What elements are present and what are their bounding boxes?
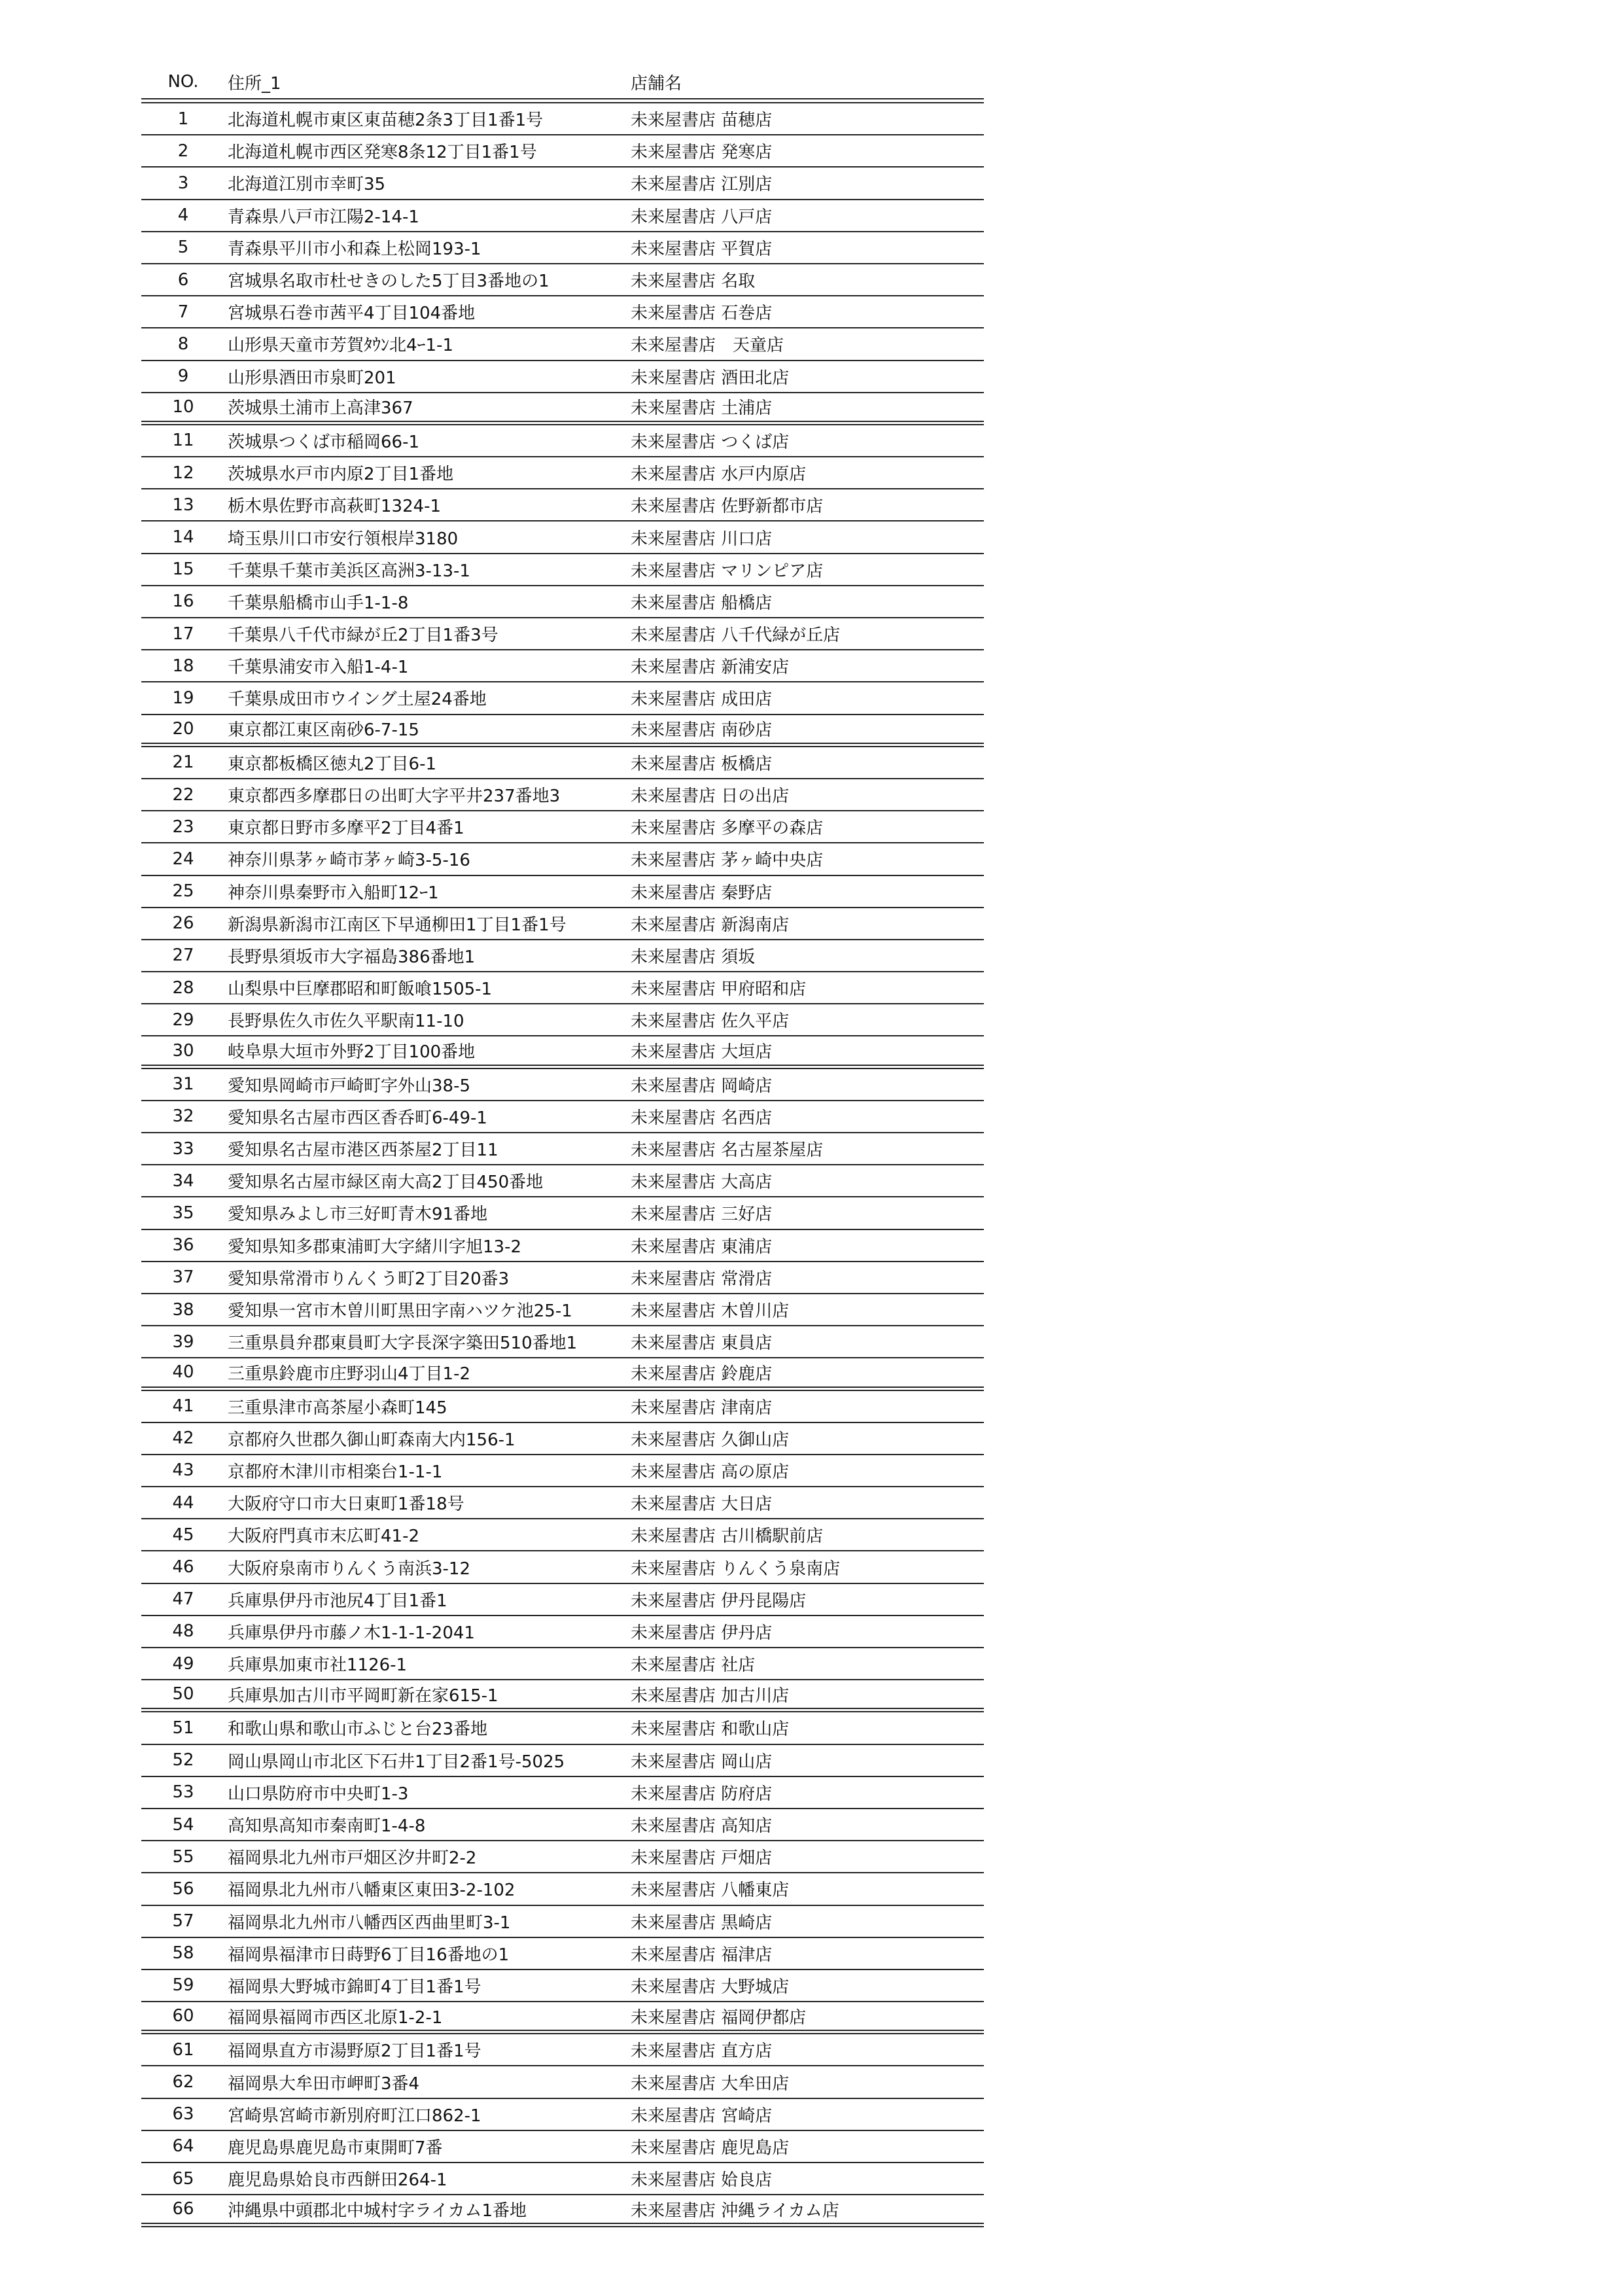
row-number: 4 — [177, 205, 189, 226]
row-store-name: 未来屋書店 佐久平店 — [631, 1012, 790, 1032]
row-address: 鹿児島県鹿児島市東開町7番 — [228, 2138, 443, 2158]
table-row — [141, 1069, 984, 1101]
table-row — [141, 1262, 984, 1294]
row-store-name: 未来屋書店 戸畑店 — [631, 1848, 773, 1869]
row-store-name: 未来屋書店 秦野店 — [631, 883, 773, 903]
row-store-name: 未来屋書店 宮崎店 — [631, 2106, 773, 2126]
row-number: 42 — [172, 1428, 194, 1449]
row-address: 神奈川県秦野市入船町12ｰ1 — [228, 883, 439, 903]
row-number: 26 — [172, 913, 194, 934]
row-number: 1 — [177, 109, 189, 129]
row-address: 高知県高知市秦南町1-4-8 — [228, 1816, 426, 1837]
row-store-name: 未来屋書店 佐野新都市店 — [631, 497, 824, 517]
row-number: 34 — [172, 1171, 194, 1191]
row-number: 7 — [177, 302, 189, 322]
row-address: 京都府木津川市相楽台1-1-1 — [228, 1462, 443, 1482]
table-row — [141, 457, 984, 489]
row-address: 東京都日野市多摩平2丁目4番1 — [228, 819, 464, 839]
table-row — [141, 2002, 984, 2034]
row-store-name: 未来屋書店 マリンピア店 — [631, 561, 824, 581]
row-address: 大阪府守口市大日東町1番18号 — [228, 1494, 464, 1515]
row-address: 和歌山県和歌山市ふじと台23番地 — [228, 1720, 488, 1740]
row-address: 三重県鈴鹿市庄野羽山4丁目1-2 — [228, 1364, 471, 1384]
row-number: 43 — [172, 1460, 194, 1481]
row-number: 54 — [172, 1814, 194, 1835]
row-number: 44 — [172, 1492, 194, 1513]
row-address: 愛知県知多郡東浦町大字緒川字旭13-2 — [228, 1237, 522, 1257]
row-address: 福岡県北九州市八幡西区西曲里町3-1 — [228, 1913, 511, 1933]
row-store-name: 未来屋書店 成田店 — [631, 690, 773, 710]
row-number: 25 — [172, 881, 194, 902]
row-number: 66 — [172, 2199, 194, 2219]
table-row — [141, 135, 984, 168]
row-address: 神奈川県茅ヶ崎市茅ヶ崎3-5-16 — [228, 851, 470, 871]
row-address: 茨城県つくば市稲岡66-1 — [228, 432, 420, 452]
table-row — [141, 1712, 984, 1744]
row-store-name: 未来屋書店 津南店 — [631, 1398, 773, 1418]
row-address: 山口県防府市中央町1-3 — [228, 1784, 409, 1804]
row-address: 青森県八戸市江陽2-14-1 — [228, 207, 419, 227]
row-address: 青森県平川市小和森上松岡193-1 — [228, 239, 481, 259]
row-number: 32 — [172, 1106, 194, 1127]
table-row — [141, 2195, 984, 2227]
row-store-name: 未来屋書店 常滑店 — [631, 1269, 773, 1289]
table-row — [141, 1745, 984, 1777]
row-store-name: 未来屋書店 直方店 — [631, 2041, 773, 2062]
table-row — [141, 1616, 984, 1648]
row-number: 49 — [172, 1653, 194, 1674]
table-row — [141, 586, 984, 618]
row-number: 17 — [172, 624, 194, 644]
row-store-name: 未来屋書店 古川橋駅前店 — [631, 1527, 824, 1547]
table-row — [141, 843, 984, 875]
row-store-name: 未来屋書店 大牟田店 — [631, 2074, 790, 2094]
row-number: 22 — [172, 785, 194, 805]
row-address: 福岡県直方市湯野原2丁目1番1号 — [228, 2041, 481, 2062]
row-number: 65 — [172, 2168, 194, 2189]
row-store-name: 未来屋書店 東員店 — [631, 1333, 773, 1354]
row-address: 新潟県新潟市江南区下早通柳田1丁目1番1号 — [228, 915, 567, 935]
table-row — [141, 200, 984, 232]
row-store-name: 未来屋書店 平賀店 — [631, 239, 773, 259]
row-address: 山形県天童市芳賀ﾀｳﾝ北4ｰ1-1 — [228, 336, 454, 356]
table-row — [141, 618, 984, 650]
row-address: 長野県佐久市佐久平駅南11-10 — [228, 1012, 464, 1032]
row-number: 19 — [172, 688, 194, 708]
row-address: 山梨県中巨摩郡昭和町飯喰1505-1 — [228, 980, 493, 1000]
row-address: 京都府久世郡久御山町森南大内156-1 — [228, 1430, 515, 1450]
row-number: 48 — [172, 1621, 194, 1642]
row-store-name: 未来屋書店 板橋店 — [631, 754, 773, 774]
row-number: 15 — [172, 559, 194, 580]
row-number: 12 — [172, 463, 194, 483]
row-address: 岐阜県大垣市外野2丁目100番地 — [228, 1042, 476, 1063]
row-number: 23 — [172, 817, 194, 837]
row-address: 大阪府門真市末広町41-2 — [228, 1527, 420, 1547]
row-address: 愛知県名古屋市港区西茶屋2丁目11 — [228, 1140, 498, 1161]
row-number: 46 — [172, 1557, 194, 1578]
row-store-name: 未来屋書店 福津店 — [631, 1945, 773, 1965]
row-number: 33 — [172, 1139, 194, 1159]
row-store-name: 未来屋書店 大野城店 — [631, 1977, 790, 1997]
table-row — [141, 1777, 984, 1809]
header-store: 店舗名 — [631, 73, 682, 94]
row-address: 三重県津市高茶屋小森町145 — [228, 1398, 447, 1418]
row-address: 福岡県大牟田市岬町3番4 — [228, 2074, 420, 2094]
table-row — [141, 811, 984, 843]
row-address: 兵庫県加東市社1126-1 — [228, 1655, 408, 1676]
row-store-name: 未来屋書店 大垣店 — [631, 1042, 773, 1063]
row-number: 60 — [172, 2006, 194, 2026]
table-row — [141, 425, 984, 457]
row-store-name: 未来屋書店 八千代緑が丘店 — [631, 626, 841, 646]
row-address: 千葉県船橋市山手1-1-8 — [228, 593, 409, 613]
row-store-name: 未来屋書店 りんくう泉南店 — [631, 1559, 841, 1579]
row-store-name: 未来屋書店 南砂店 — [631, 720, 773, 741]
table-row — [141, 232, 984, 264]
row-store-name: 未来屋書店 つくば店 — [631, 432, 790, 452]
row-number: 18 — [172, 656, 194, 676]
table-row — [141, 1970, 984, 2002]
row-store-name: 未来屋書店 社店 — [631, 1655, 756, 1676]
table-row — [141, 1230, 984, 1262]
row-address: 福岡県北九州市八幡東区東田3-2-102 — [228, 1881, 515, 1901]
row-number: 27 — [172, 945, 194, 966]
row-store-name: 未来屋書店 福岡伊都店 — [631, 2007, 807, 2028]
row-address: 栃木県佐野市高萩町1324-1 — [228, 497, 442, 517]
row-number: 28 — [172, 978, 194, 998]
row-address: 宮崎県宮崎市新別府町江口862-1 — [228, 2106, 481, 2126]
row-address: 愛知県名古屋市緑区南大高2丁目450番地 — [228, 1173, 544, 1193]
row-store-name: 未来屋書店 発寒店 — [631, 143, 773, 163]
row-store-name: 未来屋書店 東浦店 — [631, 1237, 773, 1257]
table-row — [141, 521, 984, 554]
row-store-name: 未来屋書店 名西店 — [631, 1108, 773, 1128]
table-body — [141, 103, 984, 2227]
header-no: NO. — [167, 72, 199, 92]
row-address: 宮城県石巻市茜平4丁目104番地 — [228, 304, 476, 324]
row-number: 29 — [172, 1010, 194, 1030]
row-store-name: 未来屋書店 沖縄ライカム店 — [631, 2200, 839, 2221]
table-row — [141, 328, 984, 361]
table-row — [141, 908, 984, 940]
row-store-name: 未来屋書店 久御山店 — [631, 1430, 790, 1450]
table-row — [141, 1036, 984, 1069]
row-number: 31 — [172, 1074, 194, 1095]
row-number: 35 — [172, 1203, 194, 1223]
row-store-name: 未来屋書店 新浦安店 — [631, 658, 790, 678]
row-store-name: 未来屋書店 三好店 — [631, 1205, 773, 1225]
row-number: 40 — [172, 1362, 194, 1383]
row-number: 16 — [172, 592, 194, 612]
row-number: 37 — [172, 1267, 194, 1288]
row-number: 3 — [177, 173, 189, 193]
row-address: 兵庫県加古川市平岡町新在家615-1 — [228, 1686, 498, 1706]
row-address: 福岡県大野城市錦町4丁目1番1号 — [228, 1977, 481, 1997]
row-address: 東京都江東区南砂6-7-15 — [228, 720, 419, 741]
row-number: 13 — [172, 495, 194, 515]
row-number: 30 — [172, 1040, 194, 1061]
table-row — [141, 1294, 984, 1326]
table-row — [141, 1648, 984, 1680]
table-row — [141, 2066, 984, 2098]
row-number: 38 — [172, 1299, 194, 1320]
row-address: 埼玉県川口市安行領根岸3180 — [228, 529, 459, 549]
row-store-name: 未来屋書店 岡山店 — [631, 1752, 773, 1772]
row-store-name: 未来屋書店 名取 — [631, 272, 756, 292]
table-row — [141, 972, 984, 1004]
table-row — [141, 1841, 984, 1873]
row-number: 14 — [172, 527, 194, 548]
row-store-name: 未来屋書店 甲府昭和店 — [631, 980, 807, 1000]
row-number: 21 — [172, 752, 194, 773]
row-store-name: 未来屋書店 鈴鹿店 — [631, 1364, 773, 1384]
store-list-table — [141, 65, 984, 2227]
table-row — [141, 2099, 984, 2131]
row-address: 沖縄県中頭郡北中城村字ライカム1番地 — [228, 2200, 527, 2221]
table-header — [141, 65, 984, 98]
row-address: 北海道札幌市東区東苗穂2条3丁目1番1号 — [228, 111, 544, 131]
row-store-name: 未来屋書店 大日店 — [631, 1494, 773, 1515]
table-row — [141, 1358, 984, 1390]
row-number: 45 — [172, 1525, 194, 1545]
table-row — [141, 747, 984, 779]
table-row — [141, 1906, 984, 1938]
row-store-name: 未来屋書店 土浦店 — [631, 398, 773, 419]
table-row — [141, 650, 984, 682]
row-address: 千葉県八千代市緑が丘2丁目1番3号 — [228, 626, 498, 646]
row-store-name: 未来屋書店 大高店 — [631, 1173, 773, 1193]
table-row — [141, 2163, 984, 2195]
table-row — [141, 2034, 984, 2066]
table-row — [141, 1197, 984, 1229]
table-row — [141, 554, 984, 586]
row-store-name: 未来屋書店 江別店 — [631, 175, 773, 195]
row-number: 50 — [172, 1684, 194, 1704]
row-store-name: 未来屋書店 伊丹店 — [631, 1623, 773, 1643]
row-number: 62 — [172, 2072, 194, 2093]
row-store-name: 未来屋書店 酒田北店 — [631, 368, 790, 388]
table-row — [141, 1391, 984, 1423]
table-row — [141, 1873, 984, 1905]
row-number: 20 — [172, 718, 194, 739]
row-store-name: 未来屋書店 八戸店 — [631, 207, 773, 227]
row-address: 北海道札幌市西区発寒8条12丁目1番1号 — [228, 143, 537, 163]
row-address: 三重県員弁郡東員町大字長深字築田510番地1 — [228, 1333, 578, 1354]
row-number: 52 — [172, 1750, 194, 1771]
row-address: 茨城県土浦市上高津367 — [228, 398, 413, 419]
row-store-name: 未来屋書店 八幡東店 — [631, 1881, 790, 1901]
row-store-name: 未来屋書店 姶良店 — [631, 2170, 773, 2191]
table-row — [141, 393, 984, 425]
row-number: 53 — [172, 1782, 194, 1803]
row-store-name: 未来屋書店 鹿児島店 — [631, 2138, 790, 2158]
table-row — [141, 264, 984, 296]
row-store-name: 未来屋書店 和歌山店 — [631, 1720, 790, 1740]
row-number: 6 — [177, 270, 189, 290]
row-store-name: 未来屋書店 伊丹昆陽店 — [631, 1591, 807, 1611]
table-row — [141, 1487, 984, 1519]
row-address: 兵庫県伊丹市藤ノ木1-1-1-2041 — [228, 1623, 475, 1643]
row-address: 福岡県福岡市西区北原1-2-1 — [228, 2007, 443, 2028]
table-row — [141, 1938, 984, 1970]
row-store-name: 未来屋書店 岡崎店 — [631, 1076, 773, 1096]
row-number: 57 — [172, 1911, 194, 1932]
row-store-name: 未来屋書店 高の原店 — [631, 1462, 790, 1482]
table-row — [141, 715, 984, 747]
row-store-name: 未来屋書店 名古屋茶屋店 — [631, 1140, 824, 1161]
row-store-name: 未来屋書店 茅ヶ崎中央店 — [631, 851, 824, 871]
row-number: 36 — [172, 1235, 194, 1256]
row-address: 福岡県北九州市戸畑区汐井町2-2 — [228, 1848, 477, 1869]
table-row — [141, 168, 984, 200]
row-address: 兵庫県伊丹市池尻4丁目1番1 — [228, 1591, 447, 1611]
row-number: 55 — [172, 1846, 194, 1867]
row-store-name: 未来屋書店 石巻店 — [631, 304, 773, 324]
row-number: 10 — [172, 397, 194, 417]
row-store-name: 未来屋書店 高知店 — [631, 1816, 773, 1837]
row-address: 東京都西多摩郡日の出町大字平井237番地3 — [228, 786, 561, 807]
row-number: 61 — [172, 2040, 194, 2060]
row-number: 11 — [172, 431, 194, 451]
row-number: 2 — [177, 141, 189, 161]
row-store-name: 未来屋書店 黒崎店 — [631, 1913, 773, 1933]
row-address: 愛知県岡崎市戸崎町字外山38-5 — [228, 1076, 471, 1096]
row-store-name: 未来屋書店 新潟南店 — [631, 915, 790, 935]
table-row — [141, 1584, 984, 1616]
row-address: 愛知県常滑市りんくう町2丁目20番3 — [228, 1269, 510, 1289]
row-address: 福岡県福津市日蒔野6丁目16番地の1 — [228, 1945, 510, 1965]
row-number: 56 — [172, 1879, 194, 1899]
row-address: 鹿児島県姶良市西餅田264-1 — [228, 2170, 447, 2191]
table-row — [141, 876, 984, 908]
header-rule — [141, 98, 984, 103]
row-number: 8 — [177, 334, 189, 354]
row-address: 愛知県名古屋市西区香呑町6-49-1 — [228, 1108, 487, 1128]
row-number: 58 — [172, 1943, 194, 1964]
table-row — [141, 361, 984, 393]
row-number: 39 — [172, 1332, 194, 1352]
row-address: 愛知県一宮市木曽川町黒田字南ハツケ池25-1 — [228, 1301, 572, 1322]
row-number: 51 — [172, 1718, 194, 1738]
row-address: 宮城県名取市杜せきのした5丁目3番地の1 — [228, 272, 550, 292]
row-address: 長野県須坂市大字福島386番地1 — [228, 947, 476, 967]
row-address: 千葉県成田市ウイング土屋24番地 — [228, 690, 487, 710]
row-address: 茨城県水戸市内原2丁目1番地 — [228, 465, 454, 485]
row-number: 47 — [172, 1589, 194, 1610]
table-row — [141, 779, 984, 811]
row-number: 63 — [172, 2104, 194, 2125]
table-row — [141, 2131, 984, 2163]
row-number: 24 — [172, 849, 194, 869]
row-address: 千葉県浦安市入船1-4-1 — [228, 658, 409, 678]
row-address: 北海道江別市幸町35 — [228, 175, 386, 195]
table-row — [141, 1423, 984, 1455]
table-row — [141, 1551, 984, 1583]
row-store-name: 未来屋書店 多摩平の森店 — [631, 819, 824, 839]
table-row — [141, 1519, 984, 1551]
table-row — [141, 296, 984, 328]
row-address: 大阪府泉南市りんくう南浜3-12 — [228, 1559, 471, 1579]
row-store-name: 未来屋書店 苗穂店 — [631, 111, 773, 131]
table-row — [141, 1680, 984, 1712]
row-number: 41 — [172, 1396, 194, 1417]
table-row — [141, 682, 984, 715]
row-store-name: 未来屋書店 防府店 — [631, 1784, 773, 1804]
table-row — [141, 1004, 984, 1036]
row-number: 9 — [177, 366, 189, 387]
row-store-name: 未来屋書店 日の出店 — [631, 786, 790, 807]
table-row — [141, 1165, 984, 1197]
row-store-name: 未来屋書店 水戸内原店 — [631, 465, 807, 485]
row-number: 59 — [172, 1975, 194, 1996]
row-address: 東京都板橋区徳丸2丁目6-1 — [228, 754, 437, 774]
row-store-name: 未来屋書店 加古川店 — [631, 1686, 790, 1706]
header-address: 住所_1 — [228, 73, 281, 94]
row-store-name: 未来屋書店 木曽川店 — [631, 1301, 790, 1322]
table-row — [141, 103, 984, 135]
table-row — [141, 1326, 984, 1358]
row-store-name: 未来屋書店 天童店 — [631, 336, 784, 356]
row-number: 5 — [177, 238, 189, 258]
table-row — [141, 1101, 984, 1133]
table-row — [141, 1809, 984, 1841]
row-address: 山形県酒田市泉町201 — [228, 368, 396, 388]
table-row — [141, 1455, 984, 1487]
row-number: 64 — [172, 2136, 194, 2157]
row-store-name: 未来屋書店 川口店 — [631, 529, 773, 549]
row-address: 千葉県千葉市美浜区高洲3-13-1 — [228, 561, 470, 581]
row-store-name: 未来屋書店 須坂 — [631, 947, 756, 967]
row-store-name: 未来屋書店 船橋店 — [631, 593, 773, 613]
row-address: 愛知県みよし市三好町青木91番地 — [228, 1205, 488, 1225]
table-row — [141, 940, 984, 972]
table-row — [141, 489, 984, 521]
row-address: 岡山県岡山市北区下石井1丁目2番1号-5025 — [228, 1752, 565, 1772]
table-row — [141, 1133, 984, 1165]
